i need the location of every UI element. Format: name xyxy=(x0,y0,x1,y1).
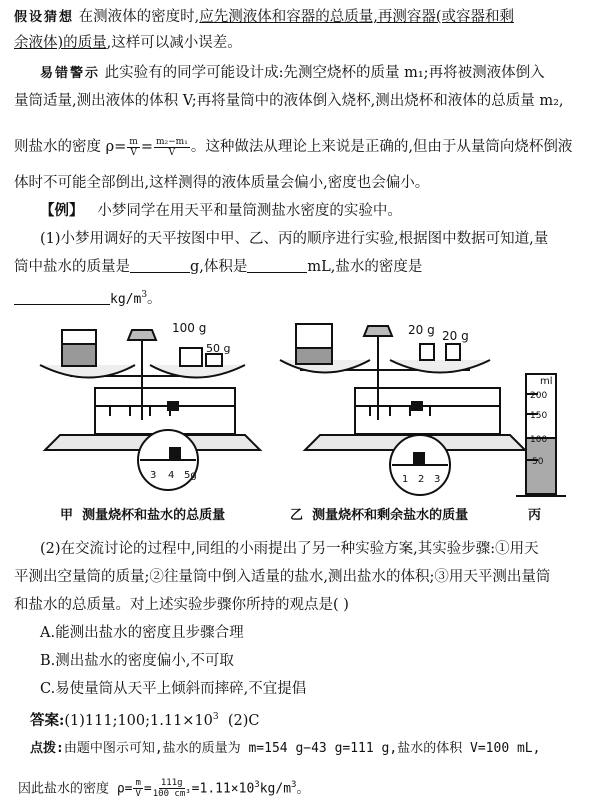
line-2: 余液体)的质量,这样可以减小误差。 xyxy=(14,35,242,51)
hint-line-1: 点拨:由题中图示可知,盐水的质量为 m=154 g−43 g=111 g,盐水的体积 V=100 mL, xyxy=(30,741,541,756)
line-12: 平测出空量筒的质量;②往量筒中倒入适量的盐水,测出盐水的体积;③用天平测出量筒 xyxy=(14,569,551,585)
option-c: C.易使量筒从天平上倾斜而摔碎,不宜提倡 xyxy=(40,681,307,697)
fraction-m-over-v: $\frac{m}{V}$ xyxy=(129,136,138,158)
line-4: 量筒适量,测出液体的体积 V;再将量筒中的液体倒入烧杯,测出烧杯和液体的总质量 m₂, xyxy=(14,93,564,109)
svg-text:200: 200 xyxy=(530,391,548,401)
blank-mass xyxy=(130,258,190,273)
line-13: 和盐水的总质量。对上述实验步骤你所持的观点是( ) xyxy=(14,597,349,613)
line-11: (2)在交流讨论的过程中,同组的小雨提出了另一种实验方案,其实验步骤:①用天 xyxy=(40,541,539,557)
weight-100g: 100 g xyxy=(172,321,207,335)
label-warning: 易错警示 xyxy=(40,66,101,81)
line-7: 【例】 小梦同学在用天平和量筒测盐水密度的实验中。 xyxy=(40,202,402,219)
fraction-hint-111-over-100: $\frac{111g}{\text{100 cm³}}$ xyxy=(152,778,191,800)
line-6: 体时不可能全部倒出,这样测得的液体质量会偏小,密度也会偏小。 xyxy=(14,175,430,191)
svg-text:5g: 5g xyxy=(184,470,197,481)
svg-text:50: 50 xyxy=(532,457,544,467)
fraction-m2-m1-over-v: $\frac{\text{m₂−m₁}}{V}$ xyxy=(156,136,188,158)
svg-text:2: 2 xyxy=(418,474,425,485)
caption-yi: 乙 测量烧杯和剩余盐水的质量 xyxy=(290,508,469,523)
line-8: (1)小梦用调好的天平按图中甲、乙、丙的顺序进行实验,根据图中数据可知道,量 xyxy=(40,231,549,247)
line-9: 筒中盐水的质量是 g,体积是 mL,盐水的密度是 xyxy=(14,259,423,275)
caption-jia: 甲 测量烧杯和盐水的总质量 xyxy=(60,508,226,523)
svg-text:3: 3 xyxy=(434,474,441,485)
svg-text:100: 100 xyxy=(530,435,548,445)
svg-text:4: 4 xyxy=(168,470,175,481)
answer-line: 答案$:(1)111;100;1.11\times 10^3$ (2)C xyxy=(30,711,260,729)
line-3: 易错警示 此实验有的同学可能设计成:先测空烧杯的质量 m₁;再将被测液体倒入 xyxy=(40,65,545,81)
weight-20g-2: 20 g xyxy=(442,329,469,343)
svg-text:1: 1 xyxy=(402,474,409,485)
line-10: $kg/m^3$。 xyxy=(14,282,590,313)
svg-text:3: 3 xyxy=(150,470,157,481)
label-hypothesis: 假设猜想 xyxy=(14,10,75,25)
label-example: 【例】 xyxy=(40,202,84,219)
cylinder-unit: ml xyxy=(540,376,553,387)
balance-yi xyxy=(280,324,525,495)
svg-text:150: 150 xyxy=(530,411,548,421)
caption-bing: 丙 xyxy=(528,508,542,523)
line-1: 假设猜想 在测液体的密度时,应先测液体和容器的总质量,再测容器(或容器和剩 xyxy=(14,9,514,25)
weight-20g-1: 20 g xyxy=(408,323,435,337)
balance-figure xyxy=(0,310,600,530)
fraction-hint-m-over-v: $\frac{m}{V}$ xyxy=(135,778,141,800)
blank-volume xyxy=(247,258,307,273)
option-a: A.能测出盐水的密度且步骤合理 xyxy=(40,625,244,641)
option-b: B.测出盐水的密度偏小,不可取 xyxy=(40,653,234,669)
hint-line-2: 因此盐水的密度 ρ= $\frac{m}{V}$ = $\frac{111g}{\text{100 cm³}}$ $=1.11\times 10^3kg/m^3$。 xyxy=(18,778,310,800)
weight-50g: 50 g xyxy=(206,342,231,355)
blank-density xyxy=(14,290,110,305)
line-5: 则盐水的密度 ρ= $\frac{m}{V}$ = $\frac{\text{m₂−m₁}}{V}$ 。这种做法从理论上来说是正确的,但由于从量筒向烧杯倒液 xyxy=(14,136,573,158)
